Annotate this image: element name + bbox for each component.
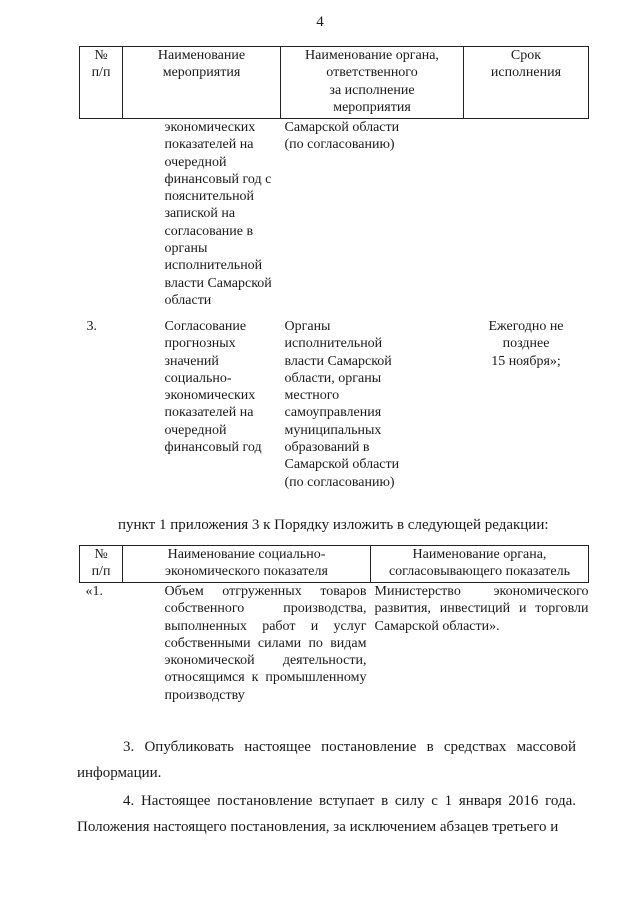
row-deadline [464, 119, 589, 319]
row-indicator: Объем отгруженных товаров собственного производства, выполненных работ и услуг собственными силами по видам экономической деятельности, относящимся к промышленному производству [164, 584, 367, 703]
row-approving-org: Министерство экономического развития, инвестиций и торговли Самарской области». [374, 584, 589, 634]
row-deadline: Ежегодно не позднее 15 ноября»; [488, 319, 564, 369]
page-number: 4 [316, 14, 324, 30]
paragraph-4 [77, 788, 576, 840]
paragraph-3-text: 3. Опубликовать настоящее постановление в средствах массовой информации. [77, 739, 576, 781]
row-responsible-org: Органы исполнительной власти Самарской области, органы местного самоуправления муниципальных образований в Самарской области (по согласованию) [284, 319, 400, 490]
header-responsible-org: Наименование органа, ответственного за исполнение мероприятия [281, 47, 464, 119]
table-row [80, 583, 589, 705]
header-number: № п/п [80, 546, 123, 583]
row-event: экономических показателей на очередной финансовый год с пояснительной запиской на согласование в органы исполнительной власти Самарской области [164, 120, 272, 308]
header-deadline: Срок исполнения [464, 47, 589, 119]
row-event: Согласование прогнозных значений социально- экономических показателей на очередной финансовый год [164, 319, 262, 456]
paragraph-4-text: 4. Настоящее постановление вступает в силу с 1 января 2016 года. Положения настоящего постановления, за исключением абзацев третьего и [77, 793, 576, 835]
indicators-table [79, 545, 589, 704]
row-number: 3. [86, 319, 97, 334]
header-approving-org: Наименование органа, согласовывающего показатель [371, 546, 589, 583]
header-event: Наименование мероприятия [123, 47, 281, 119]
table-header-row [80, 47, 589, 119]
row-responsible-org: Самарской области (по согласованию) [284, 120, 400, 153]
intro-line: пункт 1 приложения 3 к Порядку изложить в следующей редакции: [118, 517, 549, 533]
header-number: № п/п [80, 47, 123, 119]
row-number: «1. [85, 584, 103, 599]
table-row [80, 318, 589, 491]
table-row [80, 119, 589, 319]
table-header-row [80, 546, 589, 583]
header-indicator: Наименование социально- экономического показателя [123, 546, 371, 583]
paragraph-3 [77, 734, 576, 786]
row-number [80, 119, 123, 319]
measures-table [79, 46, 589, 491]
